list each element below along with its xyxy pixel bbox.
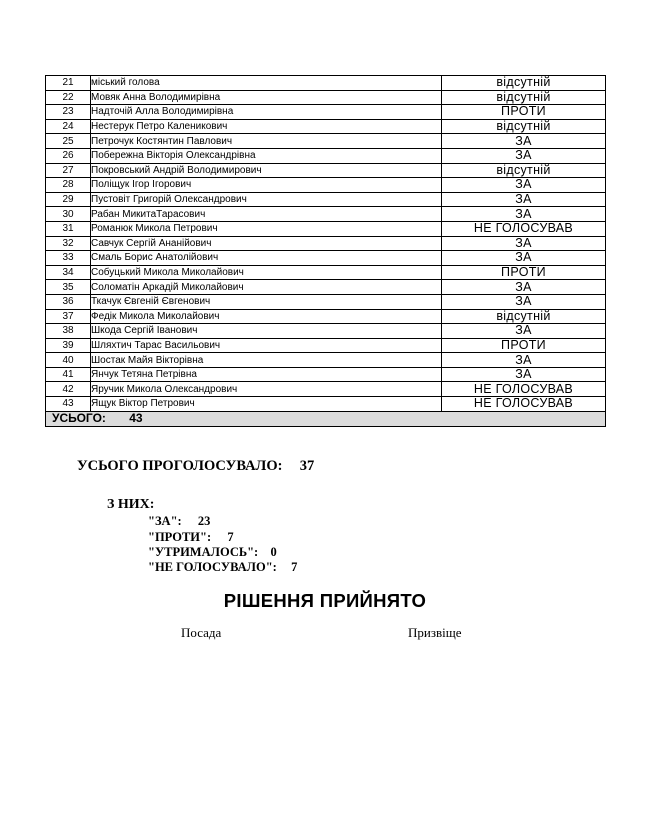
- vote-result: ПРОТИ: [442, 338, 606, 353]
- row-number: 31: [46, 221, 91, 236]
- row-number: 28: [46, 178, 91, 193]
- of-them-label: З НИХ:: [107, 497, 155, 512]
- deputy-name: Собуцький Микола Миколайович: [91, 265, 442, 280]
- vote-result: відсутній: [442, 90, 606, 105]
- row-number: 42: [46, 382, 91, 397]
- deputy-name: Побережна Вікторія Олександрівна: [91, 148, 442, 163]
- not-voted-label: "НЕ ГОЛОСУВАЛО":: [148, 560, 277, 574]
- za-value: 23: [197, 514, 211, 528]
- table-row: [46, 148, 606, 163]
- abstained-value: 0: [270, 545, 277, 559]
- deputy-name: Савчук Сергій Ананійович: [91, 236, 442, 251]
- table-row: [46, 207, 606, 222]
- deputy-name: Федік Микола Миколайович: [91, 309, 442, 324]
- row-number: 23: [46, 105, 91, 120]
- vote-result: НЕ ГОЛОСУВАВ: [442, 397, 606, 412]
- vote-result: ПРОТИ: [442, 265, 606, 280]
- row-number: 38: [46, 324, 91, 339]
- deputy-name: Покровський Андрій Володимирович: [91, 163, 442, 178]
- not-voted-line: [148, 560, 297, 575]
- deputy-name: Ткачук Євгеній Євгенович: [91, 294, 442, 309]
- deputy-name: Шляхтич Тарас Васильович: [91, 338, 442, 353]
- row-number: 36: [46, 294, 91, 309]
- row-number: 40: [46, 353, 91, 368]
- table-row: [46, 397, 606, 412]
- table-row: [46, 192, 606, 207]
- abstained-label: "УТРИМАЛОСЬ":: [148, 545, 259, 559]
- table-row: [46, 251, 606, 266]
- vote-result: відсутній: [442, 163, 606, 178]
- proty-value: 7: [227, 530, 234, 544]
- vote-result: ЗА: [442, 148, 606, 163]
- voted-value: 37: [299, 458, 315, 474]
- table-row: [46, 294, 606, 309]
- row-number: 37: [46, 309, 91, 324]
- deputy-name: Янчук Тетяна Петрівна: [91, 367, 442, 382]
- voting-table: [45, 75, 606, 427]
- total-cell: [46, 411, 606, 426]
- table-row: [46, 324, 606, 339]
- vote-result: ПРОТИ: [442, 105, 606, 120]
- vote-result: ЗА: [442, 251, 606, 266]
- table-row: [46, 76, 606, 91]
- deputy-name: Поліщук Ігор Ігорович: [91, 178, 442, 193]
- vote-result: НЕ ГОЛОСУВАВ: [442, 221, 606, 236]
- total-label: УСЬОГО:: [52, 411, 106, 426]
- row-number: 43: [46, 397, 91, 412]
- table-row: [46, 280, 606, 295]
- deputy-name: Пустовіт Григорій Олександрович: [91, 192, 442, 207]
- table-row: [46, 178, 606, 193]
- voting-table-body: [46, 76, 606, 412]
- total-value: 43: [129, 411, 143, 426]
- position-label: Посада: [181, 625, 222, 640]
- za-label: "ЗА":: [148, 514, 182, 528]
- table-row: [46, 338, 606, 353]
- deputy-name: Шкода Сергій Іванович: [91, 324, 442, 339]
- row-number: 25: [46, 134, 91, 149]
- vote-result: ЗА: [442, 192, 606, 207]
- deputy-name: Смаль Борис Анатолійович: [91, 251, 442, 266]
- table-row: [46, 265, 606, 280]
- surname-label: Призвіще: [408, 625, 462, 640]
- table-row: [46, 134, 606, 149]
- voted-summary: [77, 458, 314, 475]
- vote-result: НЕ ГОЛОСУВАВ: [442, 382, 606, 397]
- proty-label: "ПРОТИ":: [148, 530, 212, 544]
- row-number: 32: [46, 236, 91, 251]
- row-number: 35: [46, 280, 91, 295]
- deputy-name: Мовяк Анна Володимирівна: [91, 90, 442, 105]
- vote-result: ЗА: [442, 134, 606, 149]
- vote-result: ЗА: [442, 367, 606, 382]
- vote-result: ЗА: [442, 207, 606, 222]
- row-number: 26: [46, 148, 91, 163]
- vote-result: ЗА: [442, 280, 606, 295]
- row-number: 27: [46, 163, 91, 178]
- row-number: 41: [46, 367, 91, 382]
- table-row: [46, 119, 606, 134]
- deputy-name: Надточій Алла Володимирівна: [91, 105, 442, 120]
- table-row: [46, 163, 606, 178]
- deputy-name: Рабан МикитаТарасович: [91, 207, 442, 222]
- abstained-line: [148, 545, 277, 560]
- deputy-name: Петрочук Костянтин Павлович: [91, 134, 442, 149]
- row-number: 33: [46, 251, 91, 266]
- vote-result: ЗА: [442, 178, 606, 193]
- row-number: 39: [46, 338, 91, 353]
- not-voted-value: 7: [291, 560, 298, 574]
- voted-label: УСЬОГО ПРОГОЛОСУВАЛО:: [77, 458, 283, 474]
- total-row: [46, 411, 606, 426]
- deputy-name: Ящук Віктор Петрович: [91, 397, 442, 412]
- table-row: [46, 309, 606, 324]
- vote-result: ЗА: [442, 236, 606, 251]
- deputy-name: Нестерук Петро Каленикович: [91, 119, 442, 134]
- proty-line: [148, 530, 234, 545]
- vote-result: ЗА: [442, 294, 606, 309]
- row-number: 30: [46, 207, 91, 222]
- vote-result: відсутній: [442, 309, 606, 324]
- row-number: 22: [46, 90, 91, 105]
- deputy-name: Яручик Микола Олександрович: [91, 382, 442, 397]
- table-row: [46, 236, 606, 251]
- vote-result: ЗА: [442, 324, 606, 339]
- table-row: [46, 221, 606, 236]
- deputy-name: Шостак Майя Вікторівна: [91, 353, 442, 368]
- za-line: [148, 514, 210, 529]
- deputy-name: Соломатін Аркадій Миколайович: [91, 280, 442, 295]
- row-number: 34: [46, 265, 91, 280]
- table-row: [46, 367, 606, 382]
- vote-result: ЗА: [442, 353, 606, 368]
- table-row: [46, 105, 606, 120]
- deputy-name: міський голова: [91, 76, 442, 91]
- row-number: 21: [46, 76, 91, 91]
- table-row: [46, 90, 606, 105]
- deputy-name: Романюк Микола Петрович: [91, 221, 442, 236]
- vote-result: відсутній: [442, 76, 606, 91]
- vote-result: відсутній: [442, 119, 606, 134]
- decision-title: РІШЕННЯ ПРИЙНЯТО: [223, 590, 427, 611]
- table-row: [46, 382, 606, 397]
- row-number: 24: [46, 119, 91, 134]
- table-row: [46, 353, 606, 368]
- row-number: 29: [46, 192, 91, 207]
